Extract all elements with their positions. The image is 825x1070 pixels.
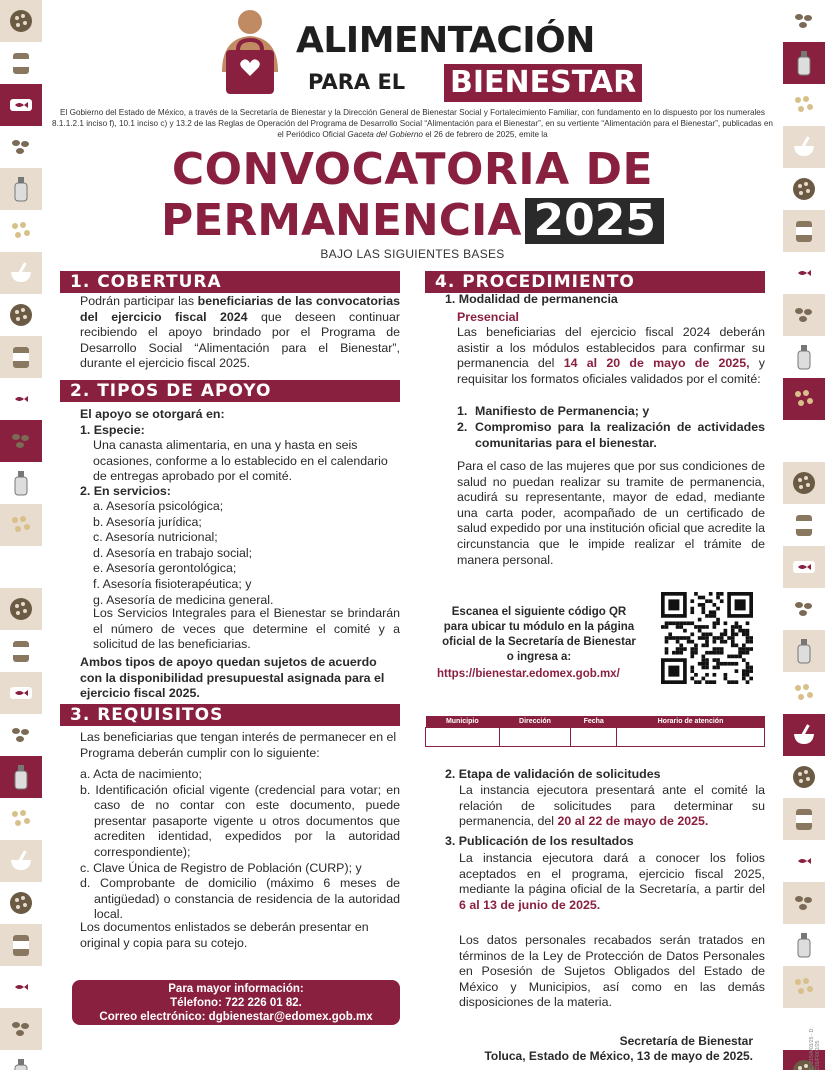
can-icon <box>6 930 36 960</box>
decorative-food-tile <box>783 882 825 924</box>
table-header-fecha: Fecha <box>571 716 617 727</box>
intro-gazette: Gaceta del Gobierno <box>347 130 423 139</box>
right-decorative-strip <box>783 0 825 1070</box>
beans-icon <box>789 6 819 36</box>
tipos-lead: El apoyo se otorgará en: <box>80 407 225 421</box>
signature-block <box>484 1034 753 1064</box>
decorative-food-tile <box>0 126 42 168</box>
bottle-icon <box>789 342 819 372</box>
service-item: e. Asesoría gerontológica; <box>93 561 237 576</box>
section-requisitos-heading: 3. REQUISITOS <box>60 704 400 726</box>
decorative-food-tile <box>783 630 825 672</box>
decorative-food-tile <box>0 462 42 504</box>
decorative-food-tile <box>0 294 42 336</box>
decorative-food-tile <box>783 840 825 882</box>
bottle-icon <box>6 762 36 792</box>
grain-icon <box>6 6 36 36</box>
qr-code-icon[interactable] <box>661 592 753 684</box>
bowl-icon <box>6 846 36 876</box>
grain-icon <box>6 300 36 330</box>
website-link[interactable]: https://bienestar.edomex.gob.mx/ <box>437 668 620 680</box>
service-item: f. Asesoría fisioterapéutica; y <box>93 576 252 591</box>
table-cell <box>571 727 617 746</box>
tipos-closing: Ambos tipos de apoyo quedan sujetos de acuerdo con la disponibilidad presupuestal asignada para el ejercicio fiscal 2025. <box>80 655 385 701</box>
logo-line-2a: PARA EL <box>308 70 406 94</box>
tipos-item2-title: 2. En servicios: <box>80 484 171 498</box>
requisito-item: d. Comprobante de domicilio (máximo 6 meses de antigüedad) o constancia de residencia de la autoridad local. <box>80 876 400 922</box>
step1-paragraph <box>457 325 765 387</box>
fish-can-icon <box>6 384 36 414</box>
document-code: C: 215/A/03/25 · D: 215/F/002/25 <box>809 1027 821 1070</box>
woman-with-bag-icon <box>212 6 296 102</box>
decorative-food-tile <box>783 84 825 126</box>
table-header-municipio: Municipio <box>426 716 500 727</box>
decorative-food-tile <box>0 924 42 966</box>
service-item: a. Asesoría psicológica; <box>93 499 224 513</box>
title-line-2 <box>50 197 775 245</box>
decorative-food-tile <box>783 294 825 336</box>
bottle-icon <box>789 930 819 960</box>
decorative-food-tile <box>0 630 42 672</box>
format-text: Compromiso para la realización de actividades comunitarias para el bienestar. <box>475 420 765 450</box>
fish-can-icon <box>789 552 819 582</box>
intro-text-a: El Gobierno del Estado de México, a través de la Secretaría de Bienestar y la Dirección General de Bienestar Social y Fortalecimiento Familiar, con fundamento en lo dispuesto por los numerales 8.1.1.2.1 inciso f), 10.1 inciso c) y 13.2 de las Reglas de Operación del Programa de Desarrollo Social “Alimentación para el Bienestar”, en su vertiente “Alimentación para el Bienestar”, publicadas en el Periódico Oficial <box>52 108 773 139</box>
table-cell <box>499 727 571 746</box>
services-list <box>93 499 400 608</box>
contact-title: Para mayor información: <box>168 983 304 995</box>
bowl-icon <box>6 552 36 582</box>
decorative-food-tile <box>0 966 42 1008</box>
step1-text-c: y requisitar los formatos oficiales validados por el comité: <box>457 356 765 386</box>
decorative-food-tile <box>783 336 825 378</box>
decorative-food-tile <box>783 126 825 168</box>
step3-text-a: La instancia ejecutora dará a conocer los folios aceptados en el programa, ejercicio fiscal 2025, mediante la página oficial de la Secretaría, a partir del <box>459 851 765 897</box>
decorative-food-tile <box>783 546 825 588</box>
requisito-item: b. Identificación oficial vigente (credencial para votar; en caso de no contar con este documento, puede presentar pasaporte vigente u otros documentos que acrediten identidad, expedidos por la autoridad correspondiente); <box>80 782 400 859</box>
tipos-item1-title: 1. Especie: <box>80 423 145 437</box>
pasta-icon <box>6 804 36 834</box>
pasta-icon <box>6 216 36 246</box>
decorative-food-tile <box>783 252 825 294</box>
decorative-food-tile <box>0 336 42 378</box>
qr-instructions: Escanea el siguiente código QR para ubicar tu módulo en la página oficial de la Secretaría de Bienestar o ingresa a: <box>442 606 636 663</box>
decorative-food-tile <box>0 756 42 798</box>
beans-icon <box>6 1014 36 1044</box>
requisitos-closing: Los documentos enlistados se deberán presentar en original y copia para su cotejo. <box>80 920 369 950</box>
grain-icon <box>6 888 36 918</box>
representative-paragraph: Para el caso de las mujeres que por sus condiciones de salud no puedan realizar su tramite de permanencia, acudirá su representante, mayor de edad, mediante una carta poder, acompañado de un certificado de salud expedido por una institución oficial que acredite la circunstancia que le impide realizar el trámite de manera personal. <box>457 459 765 567</box>
signature-date: Toluca, Estado de México, 13 de mayo de 2025. <box>484 1049 753 1063</box>
pasta-icon <box>789 972 819 1002</box>
cobertura-text-a: Podrán participar las <box>80 294 198 308</box>
section-tipos-heading: 2. TIPOS DE APOYO <box>60 380 400 402</box>
can-icon <box>789 804 819 834</box>
table-row <box>426 727 765 746</box>
decorative-food-tile <box>0 882 42 924</box>
decorative-food-tile <box>0 1050 42 1070</box>
step3-dates: 6 al 13 de junio de 2025. <box>459 897 601 912</box>
decorative-food-tile <box>783 588 825 630</box>
requisitos-list <box>80 767 400 923</box>
decorative-food-tile <box>0 672 42 714</box>
service-item: b. Asesoría jurídica; <box>93 514 202 529</box>
fish-can-icon <box>6 972 36 1002</box>
contact-email: Correo electrónico: dgbienestar@edomex.gob.mx <box>99 1011 373 1023</box>
beans-icon <box>6 426 36 456</box>
modules-table <box>425 716 765 747</box>
logo-line-1: ALIMENTACIÓN <box>296 20 595 61</box>
table-header-direccion: Dirección <box>499 716 571 727</box>
decorative-food-tile <box>783 756 825 798</box>
decorative-food-tile <box>783 966 825 1008</box>
decorative-food-tile <box>0 42 42 84</box>
year-badge: 2025 <box>525 198 663 244</box>
fish-can-icon <box>6 678 36 708</box>
decorative-food-tile <box>0 1008 42 1050</box>
step1-text-a: Las beneficiarias del ejercicio fiscal 2024 deberán asistir a los módulos establecidos para confirmar su permanencia del <box>457 325 765 371</box>
decorative-food-tile <box>783 168 825 210</box>
bottle-icon <box>6 468 36 498</box>
service-item: d. Asesoría en trabajo social; <box>93 545 253 560</box>
format-item <box>457 404 765 420</box>
requisito-item: c. Clave Única de Registro de Población (CURP); y <box>80 860 362 875</box>
cobertura-text-bold: beneficiarias de las convocatorias del ejercicio fiscal 2024 <box>80 294 400 324</box>
requisitos-lead: Las beneficiarias que tengan interés de permanecer en el Programa deberán cumplir con lo siguiente: <box>80 730 397 760</box>
decorative-food-tile <box>0 84 42 126</box>
can-icon <box>6 48 36 78</box>
contact-box <box>72 980 400 1025</box>
decorative-food-tile <box>783 210 825 252</box>
privacy-notice: Los datos personales recabados serán tratados en términos de la Ley de Protección de Datos Personales en Posesión de Sujetos Obligados del Estado de México y Municipios, así como en las demás disposiciones de la materia. <box>459 933 765 1010</box>
contact-phone: Télefono: 722 226 01 82. <box>170 997 302 1009</box>
logo-line-2b: BIENESTAR <box>444 64 642 102</box>
pasta-icon <box>6 510 36 540</box>
decorative-food-tile <box>0 798 42 840</box>
decorative-food-tile <box>783 378 825 420</box>
decorative-food-tile <box>783 714 825 756</box>
pasta-icon <box>789 384 819 414</box>
can-icon <box>6 342 36 372</box>
document-page <box>50 0 775 1070</box>
step1-title: 1. Modalidad de permanencia <box>445 292 618 306</box>
requisito-item: a. Acta de nacimiento; <box>80 767 202 781</box>
beans-icon <box>789 300 819 330</box>
beans-icon <box>6 720 36 750</box>
format-number: 1. <box>457 404 468 418</box>
format-number: 2. <box>457 420 468 434</box>
decorative-food-tile <box>783 798 825 840</box>
decorative-food-tile <box>0 210 42 252</box>
can-icon <box>789 510 819 540</box>
can-icon <box>6 636 36 666</box>
decorative-food-tile <box>783 672 825 714</box>
bottle-icon <box>6 174 36 204</box>
section-procedimiento-heading: 4. PROCEDIMIENTO <box>425 271 765 293</box>
bottle-icon <box>789 48 819 78</box>
bowl-icon <box>789 132 819 162</box>
decorative-food-tile <box>783 504 825 546</box>
intro-text-b: el 26 de febrero de 2025, emite la <box>422 130 548 139</box>
table-header-horario: Horario de atención <box>616 716 764 727</box>
table-cell <box>426 727 500 746</box>
grain-icon <box>789 762 819 792</box>
step2-dates: 20 al 22 de mayo de 2025. <box>557 814 709 829</box>
section-cobertura-heading: 1. COBERTURA <box>60 271 400 293</box>
service-item: c. Asesoría nutricional; <box>93 530 218 545</box>
bottle-icon <box>789 636 819 666</box>
decorative-food-tile <box>783 462 825 504</box>
decorative-food-tile <box>783 924 825 966</box>
decorative-food-tile <box>0 840 42 882</box>
grain-icon <box>6 594 36 624</box>
fish-can-icon <box>6 90 36 120</box>
grain-icon <box>789 468 819 498</box>
cobertura-text-c: que deseen continuar recibiendo el apoyo brindado por el Programa de Desarrollo Social “Alimentación para el Bienestar”, durante el ejercicio fiscal 2025. <box>80 309 401 371</box>
decorative-food-tile <box>0 378 42 420</box>
bottle-icon <box>6 1056 36 1070</box>
title-line-1: CONVOCATORIA DE <box>171 144 654 195</box>
beans-icon <box>789 594 819 624</box>
grain-icon <box>789 174 819 204</box>
fish-can-icon <box>789 258 819 288</box>
decorative-food-tile <box>0 420 42 462</box>
decorative-food-tile <box>0 588 42 630</box>
bowl-icon <box>6 258 36 288</box>
services-note: Los Servicios Integrales para el Bienestar se brindarán el número de veces que determine el comité y a solicitud de las beneficiarias. <box>93 606 400 652</box>
intro-paragraph <box>50 107 775 140</box>
beans-icon <box>789 888 819 918</box>
step2-title: 2. Etapa de validación de solicitudes <box>445 767 661 781</box>
cobertura-text <box>80 294 400 372</box>
decorative-food-tile <box>0 546 42 588</box>
format-text: Manifiesto de Permanencia; y <box>475 404 650 418</box>
tipos-item1-text: Una canasta alimentaria, en una y hasta en seis ocasiones, conforme a lo establecido en el calendario de entregas aprobado por el comité. <box>93 438 388 484</box>
step1-dates: 14 al 20 de mayo de 2025, <box>563 356 750 371</box>
pasta-icon <box>789 678 819 708</box>
decorative-food-tile <box>0 252 42 294</box>
decorative-food-tile <box>783 0 825 42</box>
step3-paragraph <box>459 851 765 913</box>
decorative-food-tile <box>783 420 825 462</box>
step2-paragraph <box>459 783 765 830</box>
decorative-food-tile <box>0 0 42 42</box>
service-item: g. Asesoría de medicina general. <box>93 592 274 607</box>
decorative-food-tile <box>0 168 42 210</box>
step3-title: 3. Publicación de los resultados <box>445 834 634 848</box>
beans-icon <box>6 132 36 162</box>
subtitle: BAJO LAS SIGUIENTES BASES <box>320 247 505 261</box>
presencial-label: Presencial <box>457 310 519 324</box>
step2-text-a: La instancia ejecutora presentará ante el comité la relación de solicitudes para determinar su permanencia, del <box>459 783 765 829</box>
signature-org: Secretaría de Bienestar <box>619 1034 753 1048</box>
format-item <box>457 420 765 451</box>
title-permanencia: PERMANENCIA <box>161 195 522 246</box>
decorative-food-tile <box>0 504 42 546</box>
can-icon <box>789 216 819 246</box>
bowl-icon <box>789 426 819 456</box>
table-cell <box>616 727 764 746</box>
pasta-icon <box>789 90 819 120</box>
bowl-icon <box>789 720 819 750</box>
program-logo <box>212 6 637 102</box>
fish-can-icon <box>789 846 819 876</box>
decorative-food-tile <box>0 714 42 756</box>
decorative-food-tile <box>783 42 825 84</box>
left-decorative-strip <box>0 0 42 1070</box>
